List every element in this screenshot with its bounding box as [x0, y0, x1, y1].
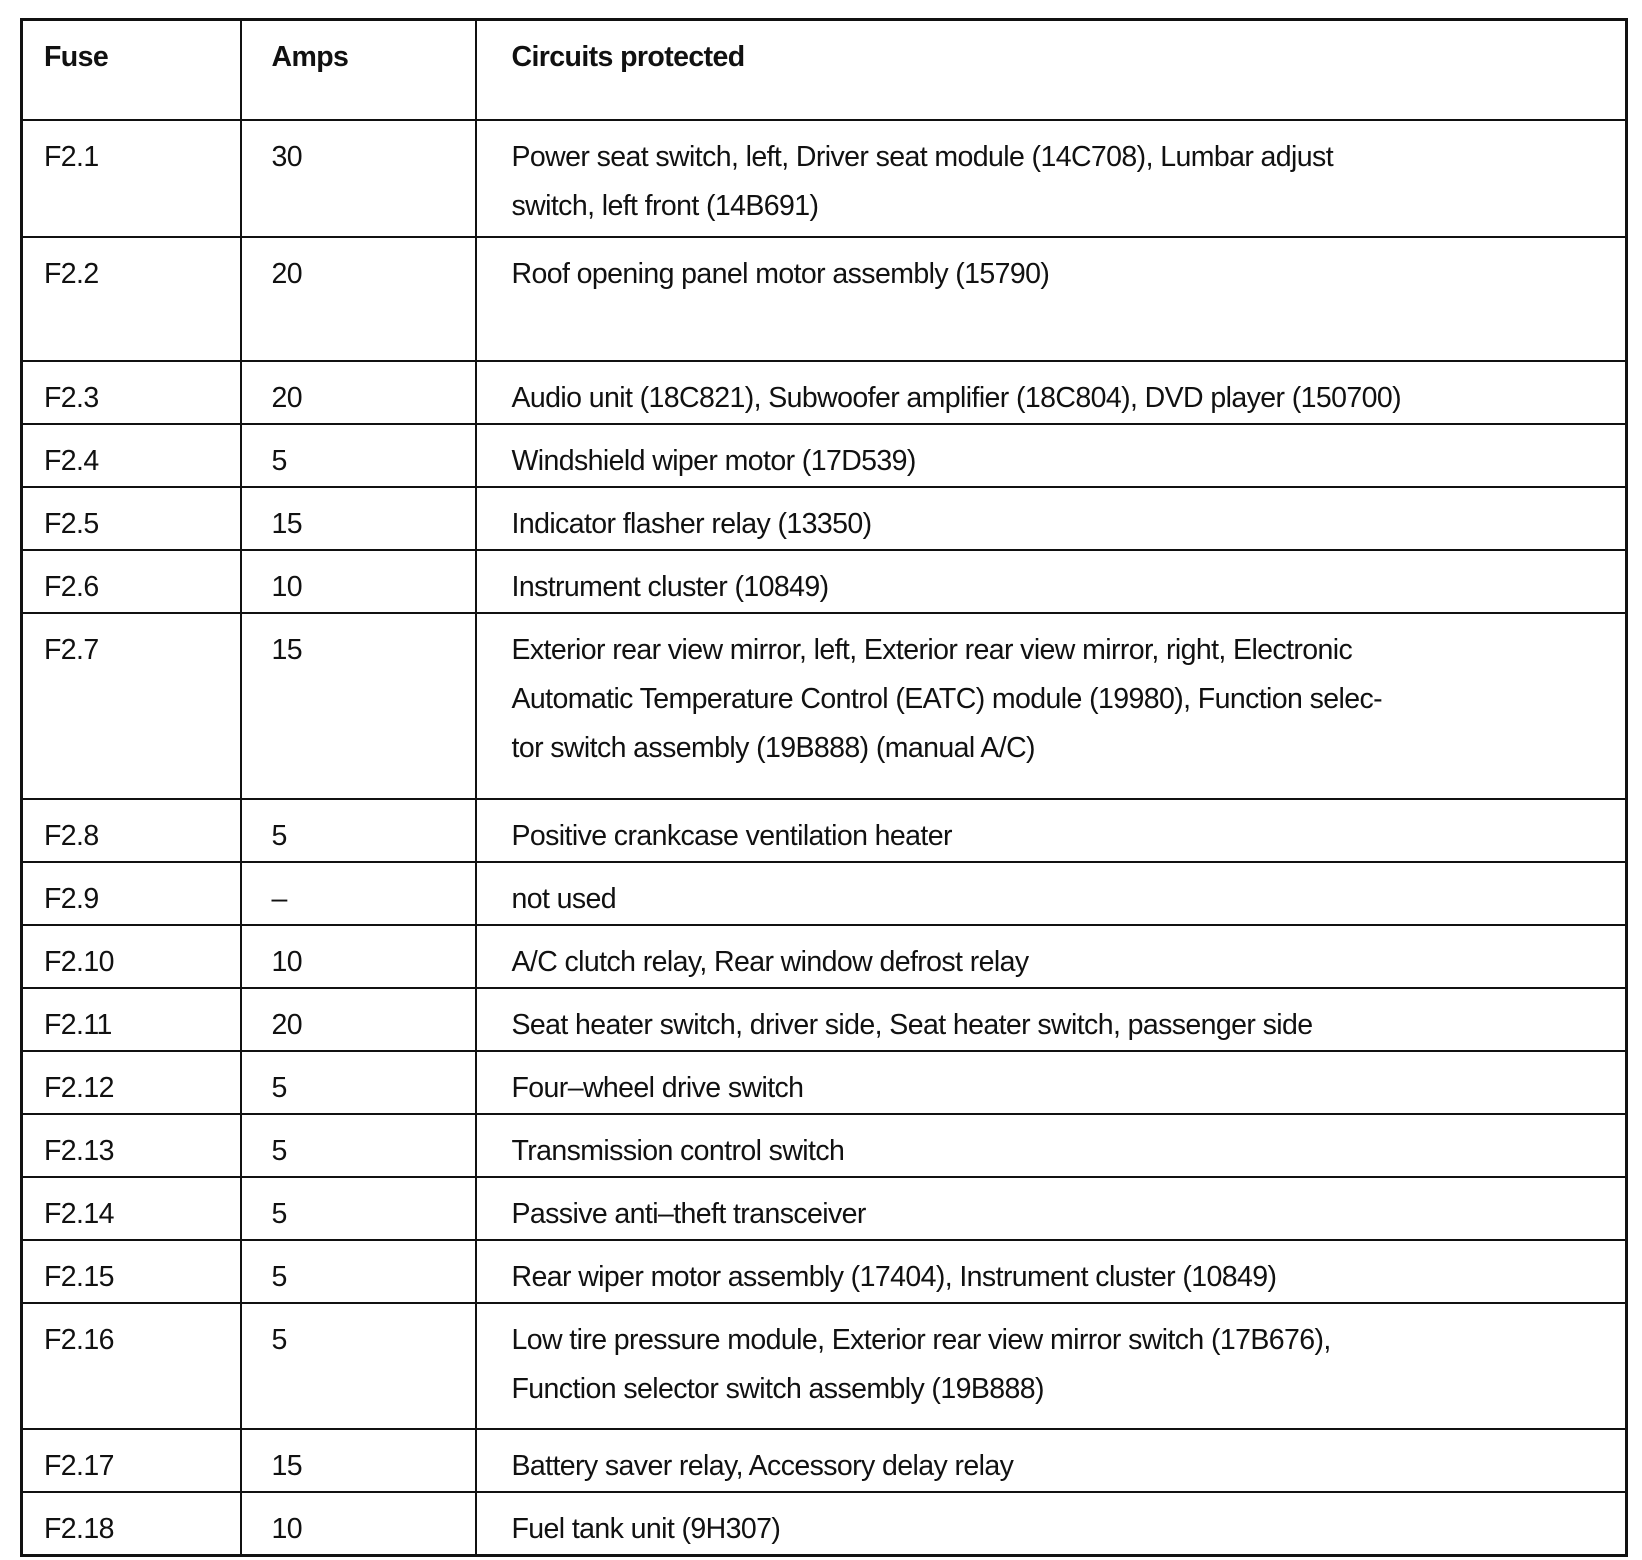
header-amps: Amps — [241, 20, 476, 120]
fuse-cell: F2.5 — [22, 487, 241, 550]
circuits-line: Positive crankcase ventilation heater — [511, 819, 952, 852]
circuits-cell — [476, 988, 1627, 1051]
table-row — [22, 613, 1627, 799]
table-row — [22, 487, 1627, 550]
circuits-line: A/C clutch relay, Rear window defrost relay — [511, 945, 1029, 978]
table-row — [22, 237, 1627, 361]
table-row — [22, 1303, 1627, 1429]
fuse-cell: F2.15 — [22, 1240, 241, 1303]
circuits-line: Four–wheel drive switch — [511, 1071, 804, 1104]
amps-cell: 20 — [241, 361, 476, 424]
amps-cell: 15 — [241, 1429, 476, 1492]
circuits-cell — [476, 1303, 1627, 1429]
circuits-line: Passive anti–theft transceiver — [511, 1197, 866, 1230]
fuse-cell: F2.9 — [22, 862, 241, 925]
circuits-line: Transmission control switch — [511, 1134, 845, 1167]
circuits-cell — [476, 1429, 1627, 1492]
table-row — [22, 361, 1627, 424]
table-row — [22, 424, 1627, 487]
table-row — [22, 1429, 1627, 1492]
circuits-cell — [476, 862, 1627, 925]
circuits-cell — [476, 120, 1627, 237]
circuits-line: Seat heater switch, driver side, Seat heater switch, passenger side — [511, 1008, 1313, 1041]
table-row — [22, 1177, 1627, 1240]
amps-cell: 10 — [241, 925, 476, 988]
circuits-line: Audio unit (18C821), Subwoofer amplifier (18C804), DVD player (150700) — [511, 381, 1401, 414]
amps-cell: – — [241, 862, 476, 925]
circuits-line: Automatic Temperature Control (EATC) module (19980), Function selec- — [511, 682, 1383, 715]
amps-cell: 5 — [241, 1303, 476, 1429]
fuse-cell: F2.2 — [22, 237, 241, 361]
amps-cell: 10 — [241, 1492, 476, 1556]
amps-cell: 30 — [241, 120, 476, 237]
fuse-cell: F2.16 — [22, 1303, 241, 1429]
circuits-cell — [476, 1240, 1627, 1303]
amps-cell: 15 — [241, 613, 476, 799]
amps-cell: 5 — [241, 1114, 476, 1177]
fuse-cell: F2.12 — [22, 1051, 241, 1114]
circuits-line: Indicator flasher relay (13350) — [511, 507, 872, 540]
table-row — [22, 988, 1627, 1051]
circuits-cell — [476, 799, 1627, 862]
circuits-line: Roof opening panel motor assembly (15790) — [511, 257, 1050, 290]
table-row — [22, 1114, 1627, 1177]
table-row — [22, 550, 1627, 613]
circuits-line: Low tire pressure module, Exterior rear view mirror switch (17B676), — [511, 1323, 1331, 1356]
circuits-line: Battery saver relay, Accessory delay relay — [511, 1449, 1014, 1482]
fuse-cell: F2.6 — [22, 550, 241, 613]
fuse-cell: F2.8 — [22, 799, 241, 862]
circuits-cell — [476, 1114, 1627, 1177]
header-circuits: Circuits protected — [476, 20, 1627, 120]
fuse-cell: F2.3 — [22, 361, 241, 424]
circuits-cell — [476, 925, 1627, 988]
header-fuse: Fuse — [22, 20, 241, 120]
table-row — [22, 1240, 1627, 1303]
circuits-line: Power seat switch, left, Driver seat module (14C708), Lumbar adjust — [511, 140, 1334, 173]
header-row — [22, 20, 1627, 120]
circuits-cell — [476, 487, 1627, 550]
circuits-cell — [476, 613, 1627, 799]
amps-cell: 5 — [241, 799, 476, 862]
circuits-cell — [476, 1177, 1627, 1240]
fuse-table — [20, 18, 1628, 1557]
fuse-cell: F2.13 — [22, 1114, 241, 1177]
amps-cell: 10 — [241, 550, 476, 613]
circuits-line: Instrument cluster (10849) — [511, 570, 829, 603]
amps-cell: 15 — [241, 487, 476, 550]
circuits-line: Function selector switch assembly (19B888) — [511, 1372, 1044, 1405]
fuse-cell: F2.11 — [22, 988, 241, 1051]
table-row — [22, 925, 1627, 988]
circuits-line: switch, left front (14B691) — [511, 189, 819, 222]
amps-cell: 20 — [241, 237, 476, 361]
fuse-cell: F2.1 — [22, 120, 241, 237]
fuse-cell: F2.4 — [22, 424, 241, 487]
fuse-cell: F2.17 — [22, 1429, 241, 1492]
amps-cell: 5 — [241, 1240, 476, 1303]
fuse-cell: F2.18 — [22, 1492, 241, 1556]
fuse-cell: F2.7 — [22, 613, 241, 799]
circuits-cell — [476, 361, 1627, 424]
circuits-cell — [476, 550, 1627, 613]
circuits-cell — [476, 237, 1627, 361]
table-row — [22, 799, 1627, 862]
fuse-cell: F2.10 — [22, 925, 241, 988]
circuits-cell — [476, 1051, 1627, 1114]
amps-cell: 20 — [241, 988, 476, 1051]
table-row — [22, 120, 1627, 237]
circuits-line: not used — [511, 882, 617, 915]
amps-cell: 5 — [241, 424, 476, 487]
circuits-line: tor switch assembly (19B888) (manual A/C) — [511, 731, 1035, 764]
table-row — [22, 1492, 1627, 1556]
circuits-cell — [476, 424, 1627, 487]
circuits-cell — [476, 1492, 1627, 1556]
fuse-cell: F2.14 — [22, 1177, 241, 1240]
amps-cell: 5 — [241, 1177, 476, 1240]
table-row — [22, 862, 1627, 925]
circuits-line: Rear wiper motor assembly (17404), Instrument cluster (10849) — [511, 1260, 1277, 1293]
circuits-line: Fuel tank unit (9H307) — [511, 1512, 781, 1545]
amps-cell: 5 — [241, 1051, 476, 1114]
table-row — [22, 1051, 1627, 1114]
circuits-line: Exterior rear view mirror, left, Exterior rear view mirror, right, Electronic — [511, 633, 1353, 666]
circuits-line: Windshield wiper motor (17D539) — [511, 444, 916, 477]
